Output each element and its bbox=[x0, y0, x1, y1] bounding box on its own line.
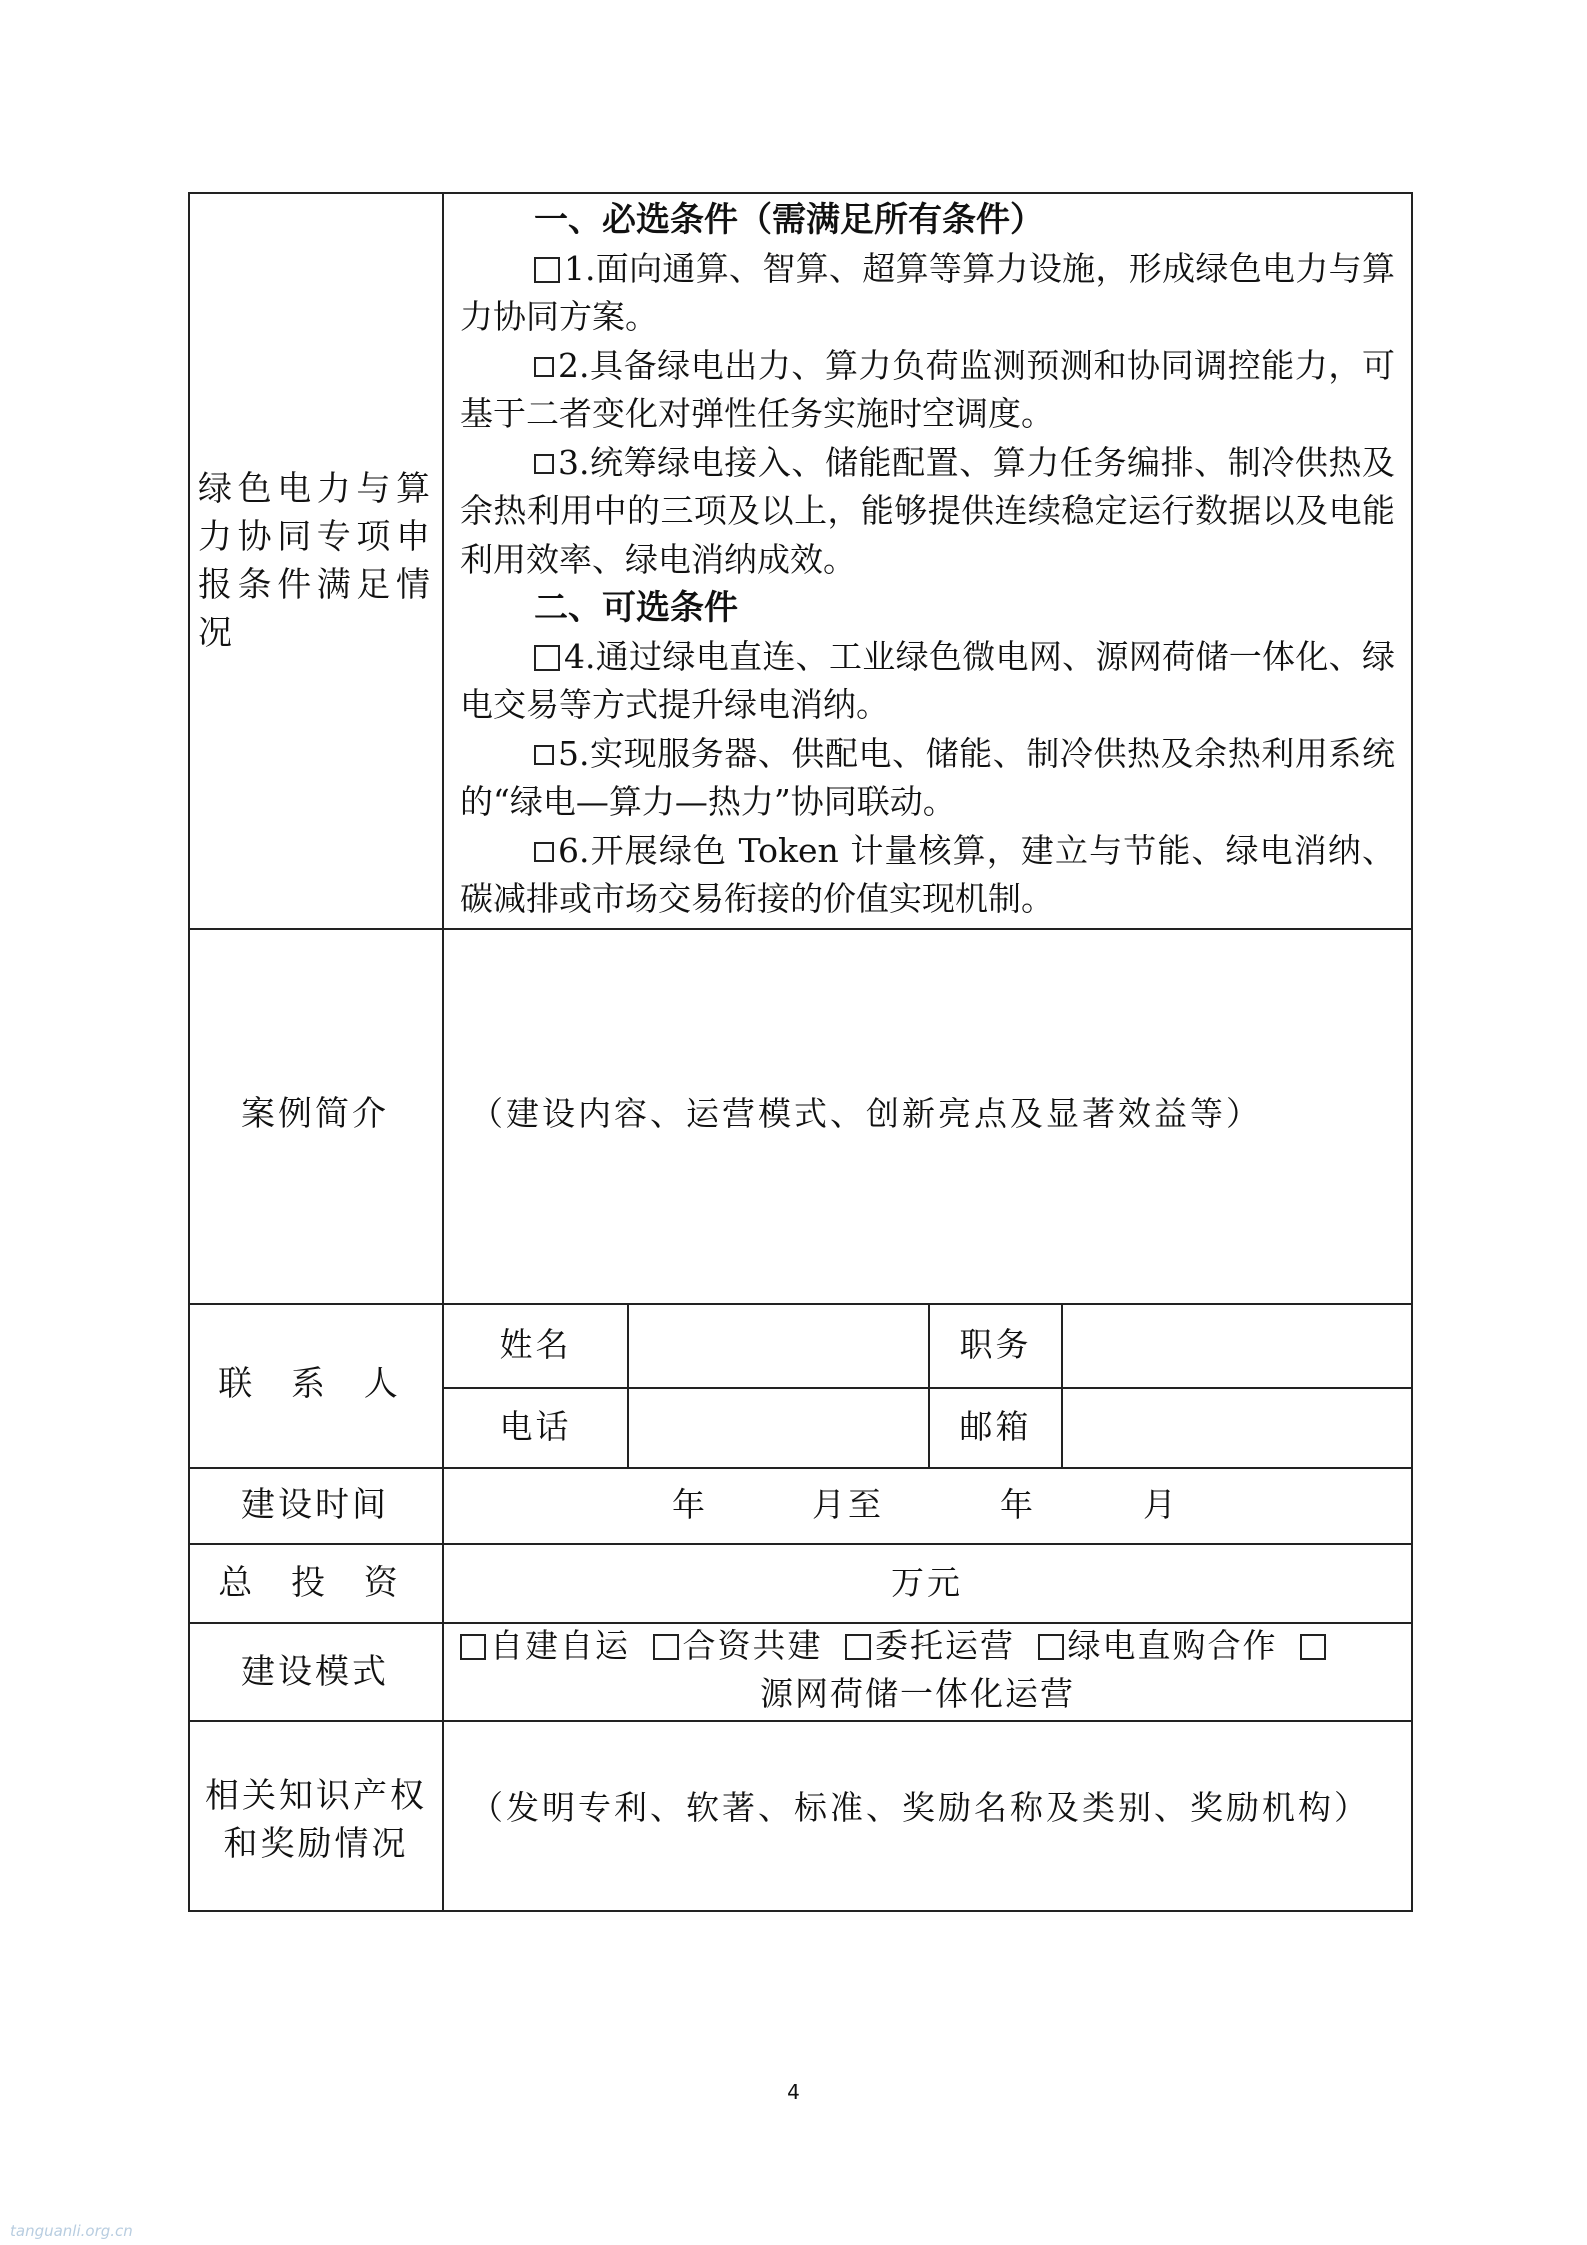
build-mode-option-2[interactable]: 合资共建 bbox=[653, 1626, 823, 1665]
build-time-year-end[interactable]: 年 bbox=[1000, 1485, 1033, 1524]
conditions-label: 绿色电力与算力协同专项申报条件满足情况 bbox=[198, 469, 434, 653]
optional-conditions-heading: 二、可选条件 bbox=[534, 588, 738, 628]
table-line-after-contact bbox=[188, 1467, 1413, 1469]
name-label: 姓名 bbox=[499, 1325, 572, 1364]
table-border-top bbox=[188, 192, 1413, 194]
email-label: 邮箱 bbox=[959, 1407, 1032, 1446]
checkbox-icon[interactable] bbox=[534, 454, 554, 474]
build-time-year-start[interactable]: 年 bbox=[672, 1485, 705, 1524]
checkbox-icon[interactable] bbox=[534, 357, 554, 377]
table-line-after-build-mode bbox=[188, 1720, 1413, 1722]
checkbox-icon[interactable] bbox=[534, 257, 560, 283]
build-time-month-end[interactable]: 月 bbox=[1143, 1485, 1176, 1524]
condition-item-4[interactable]: 4.通过绿电直连、工业绿色微电网、源网荷储一体化、绿电交易等方式提升绿电消纳。 bbox=[460, 636, 1395, 724]
checkbox-icon[interactable] bbox=[1300, 1634, 1326, 1660]
checkbox-icon[interactable] bbox=[845, 1634, 871, 1660]
contact-label: 联 系 人 bbox=[218, 1364, 412, 1404]
checkbox-icon[interactable] bbox=[534, 645, 560, 671]
build-time-label: 建设时间 bbox=[241, 1485, 389, 1525]
table-border-right bbox=[1411, 192, 1413, 1912]
case-intro-label: 案例简介 bbox=[241, 1094, 389, 1134]
condition-item-3[interactable]: 3.统筹绿电接入、储能配置、算力任务编排、制冷供热及余热利用中的三项及以上，能够提供连续稳定运行数据以及电能利用效率、绿电消纳成效。 bbox=[460, 442, 1395, 579]
ip-awards-label: 相关知识产权和奖励情况 bbox=[205, 1776, 427, 1864]
build-mode-options-line1 bbox=[460, 1622, 1410, 1670]
required-conditions-heading: 一、必选条件（需满足所有条件） bbox=[534, 200, 1044, 240]
contact-divider-1 bbox=[627, 1303, 629, 1469]
condition-item-2[interactable]: 2.具备绿电出力、算力负荷监测预测和协同调控能力，可基于二者变化对弹性任务实施时空调度。 bbox=[460, 345, 1395, 433]
investment-unit[interactable]: 万元 bbox=[891, 1563, 963, 1602]
checkbox-icon[interactable] bbox=[1038, 1634, 1064, 1660]
table-border-bottom bbox=[188, 1910, 1413, 1912]
build-mode-label: 建设模式 bbox=[241, 1652, 389, 1692]
phone-label: 电话 bbox=[499, 1407, 572, 1446]
table-label-divider bbox=[442, 192, 444, 1912]
watermark: tanguanli.org.cn bbox=[10, 2222, 133, 2240]
contact-divider-3 bbox=[1061, 1303, 1063, 1469]
checkbox-icon[interactable] bbox=[534, 745, 554, 765]
build-mode-option-1[interactable]: 自建自运 bbox=[460, 1626, 630, 1665]
position-label: 职务 bbox=[959, 1325, 1032, 1364]
checkbox-icon[interactable] bbox=[534, 842, 554, 862]
table-line-after-conditions bbox=[188, 928, 1413, 930]
condition-item-6[interactable]: 6.开展绿色 Token 计量核算，建立与节能、绿电消纳、碳减排或市场交易衔接的价值实现机制。 bbox=[460, 830, 1395, 918]
table-line-after-case-intro bbox=[188, 1303, 1413, 1305]
build-mode-option-3[interactable]: 委托运营 bbox=[845, 1626, 1015, 1665]
condition-item-5[interactable]: 5.实现服务器、供配电、储能、制冷供热及余热利用系统的“绿电—算力—热力”协同联动。 bbox=[460, 733, 1395, 821]
case-intro-field[interactable]: （建设内容、运营模式、创新亮点及显著效益等） bbox=[470, 1094, 1262, 1133]
table-line-after-build-time bbox=[188, 1543, 1413, 1545]
build-mode-option-4[interactable]: 绿电直购合作 bbox=[1038, 1626, 1278, 1665]
checkbox-icon[interactable] bbox=[653, 1634, 679, 1660]
page-number: 4 bbox=[787, 2080, 800, 2104]
build-time-month-start[interactable]: 月至 bbox=[812, 1485, 884, 1524]
checkbox-icon[interactable] bbox=[460, 1634, 486, 1660]
conditions-content bbox=[460, 196, 1395, 924]
condition-item-1[interactable]: 1.面向通算、智算、超算等算力设施，形成绿色电力与算力协同方案。 bbox=[460, 248, 1395, 336]
ip-awards-field[interactable]: （发明专利、软著、标准、奖励名称及类别、奖励机构） bbox=[470, 1788, 1370, 1827]
build-mode-option-5[interactable]: 源网荷储一体化运营 bbox=[760, 1674, 1075, 1713]
investment-label: 总 投 资 bbox=[218, 1563, 412, 1603]
